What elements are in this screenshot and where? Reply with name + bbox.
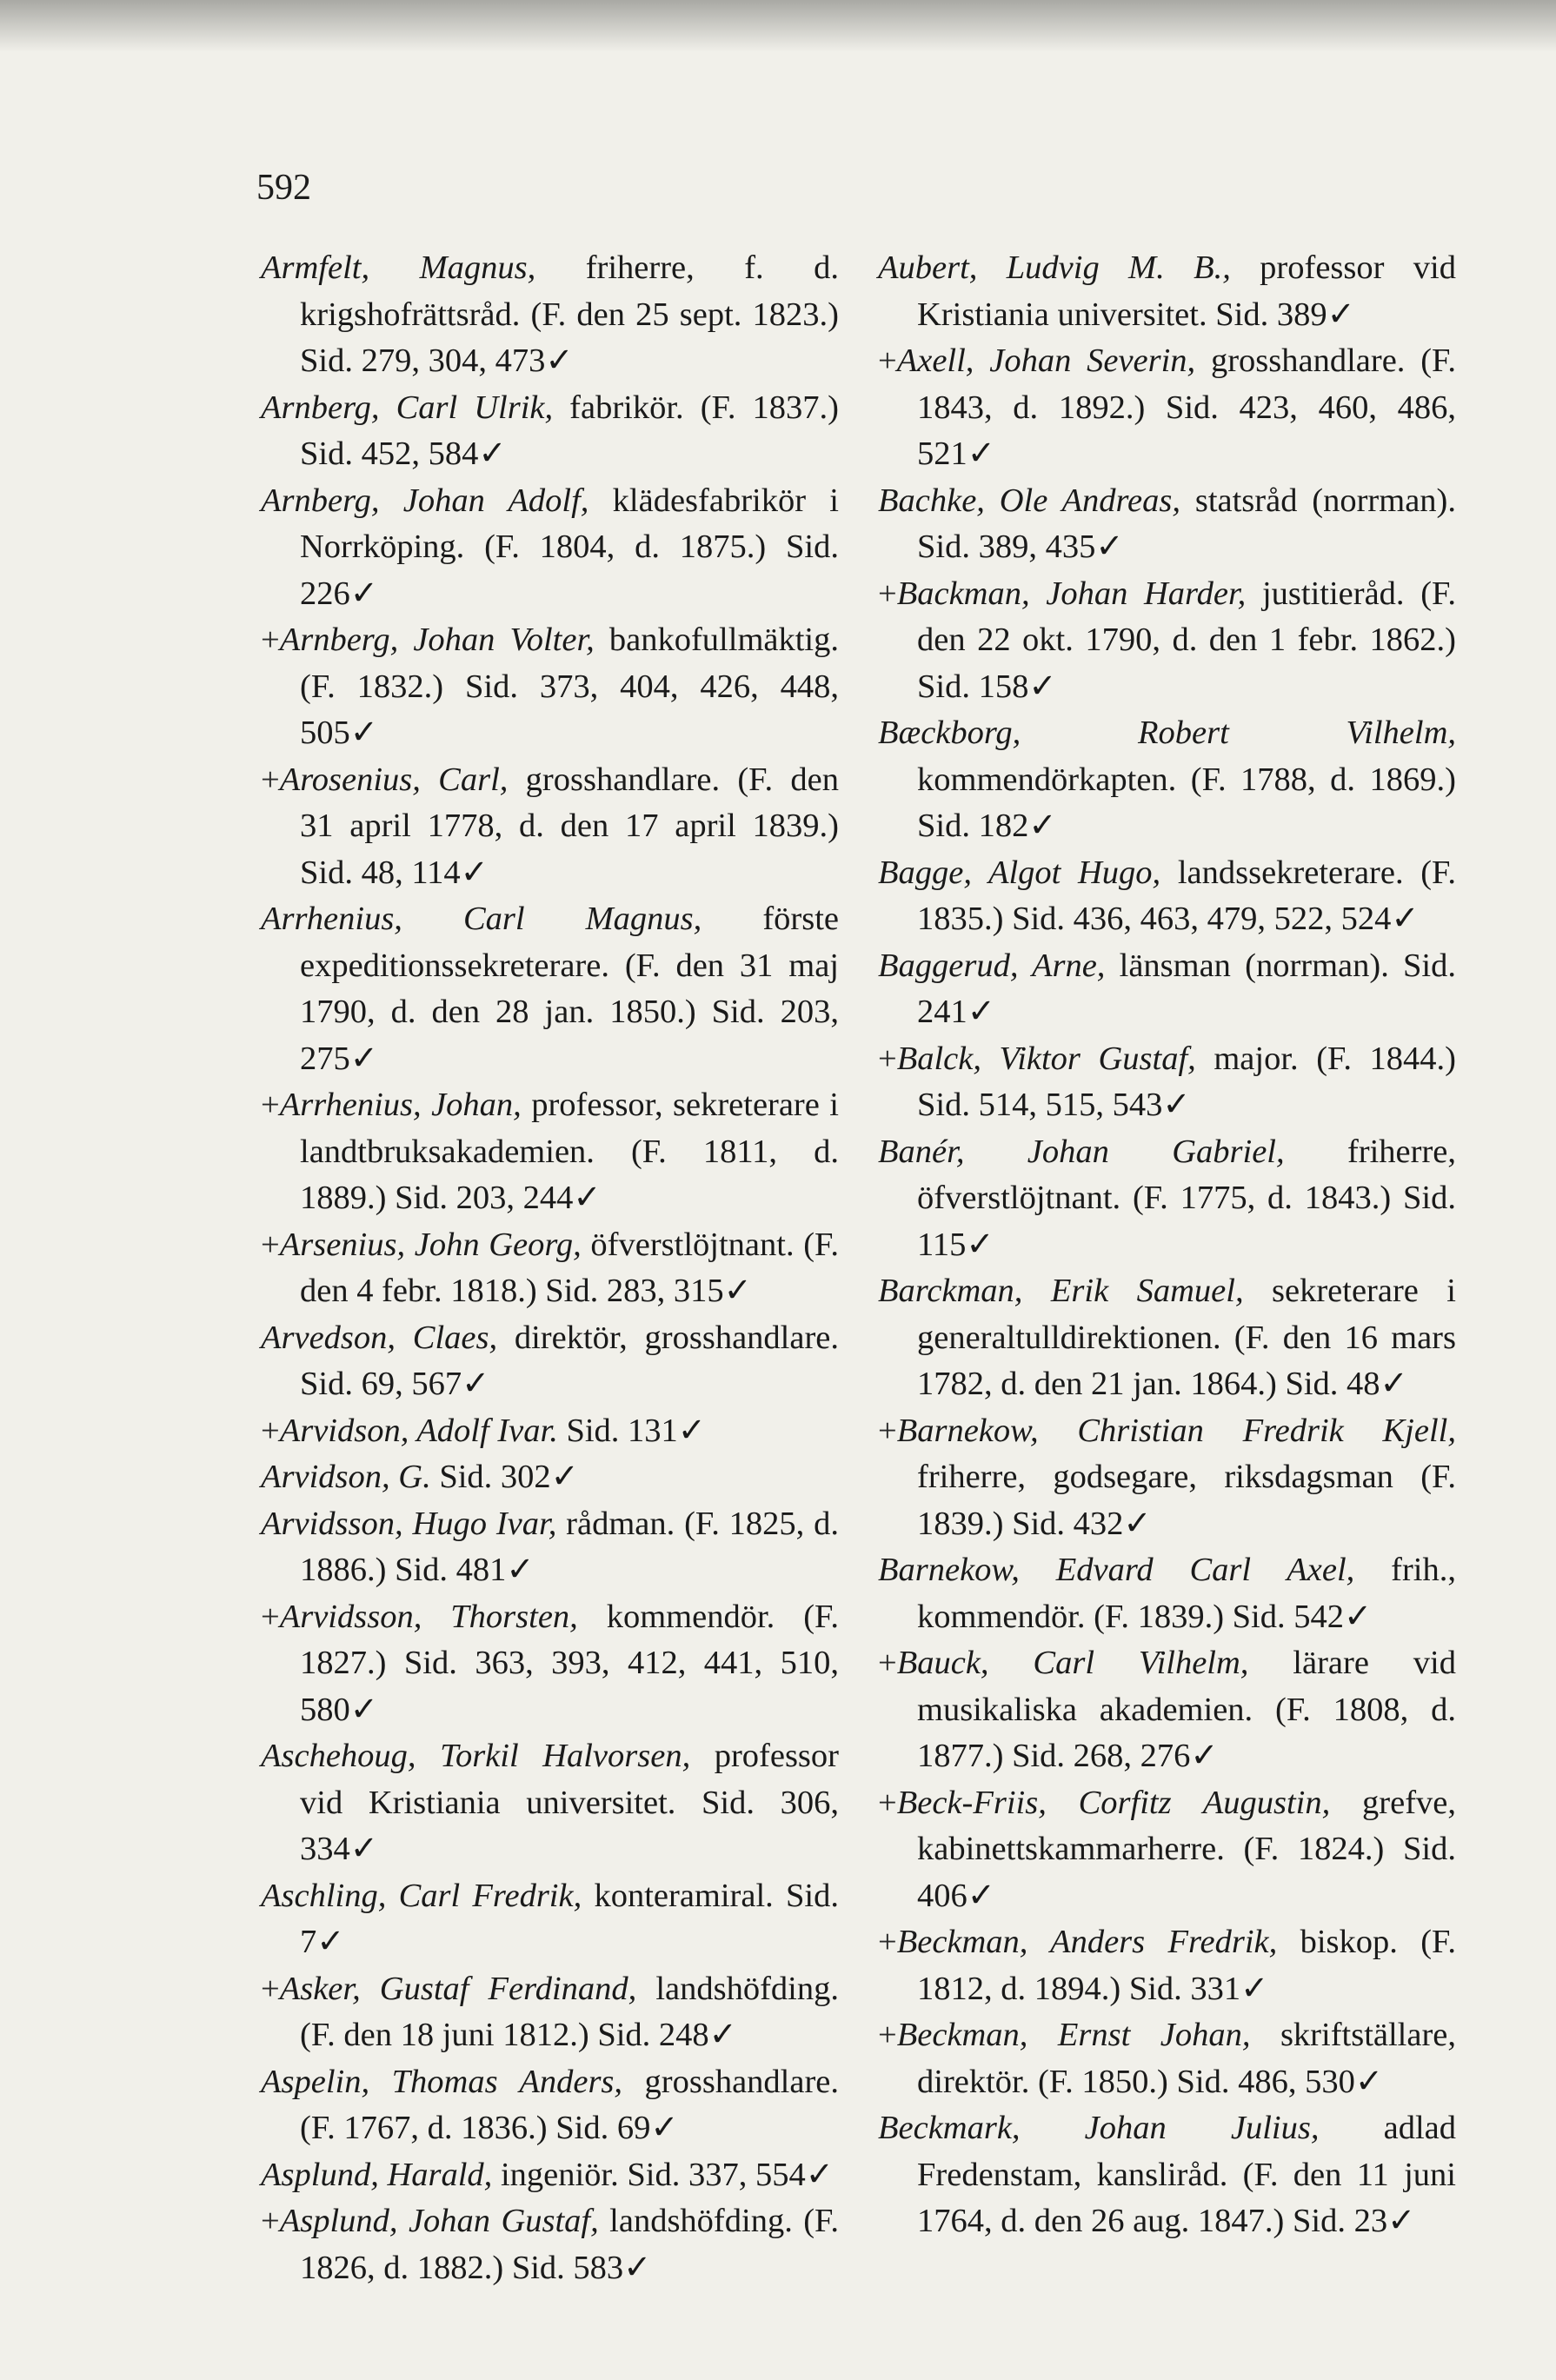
entry-name: Beckmark, Johan Julius, xyxy=(878,2110,1320,2146)
entry-mark: + xyxy=(878,1924,897,1960)
index-entry xyxy=(878,571,1456,711)
index-entry xyxy=(878,1036,1456,1129)
entry-name: Arosenius, Carl, xyxy=(279,761,509,798)
index-entry xyxy=(261,2059,839,2152)
entry-details: grosshandlare. (F. 1843, d. 1892.) Sid. 423, 460, 486, 521✓ xyxy=(917,342,1456,472)
entry-name: Arnberg, Johan Adolf, xyxy=(261,482,589,519)
entry-name: Aspelin, Thomas Anders, xyxy=(261,2063,623,2100)
entry-details: bankofullmäktig. (F. 1832.) Sid. 373, 404, 426, 448, 505✓ xyxy=(300,622,839,751)
entry-name: Arrhenius, Johan, xyxy=(279,1087,522,1123)
index-entry xyxy=(261,478,839,618)
index-entry xyxy=(261,2152,839,2199)
index-entry xyxy=(261,1966,839,2059)
index-entry xyxy=(878,2012,1456,2105)
index-entry xyxy=(261,2198,839,2291)
index-entry xyxy=(878,1547,1456,1640)
index-entry xyxy=(878,1408,1456,1548)
index-entry xyxy=(261,1454,839,1501)
entry-details: professor, sekreterare i landtbruksakademien. (F. 1811, d. 1889.) Sid. 203, 244✓ xyxy=(300,1087,839,1216)
entry-mark: + xyxy=(261,1412,280,1449)
entry-details: fabrikör. (F. 1837.) Sid. 452, 584✓ xyxy=(300,389,839,472)
entry-mark: + xyxy=(878,1645,897,1681)
entry-name: Arvidson, G. xyxy=(261,1459,431,1495)
entry-details: landshöfding. (F. 1826, d. 1882.) Sid. 583✓ xyxy=(300,2203,839,2286)
entry-details: friherre, godsegare, riksdagsman (F. 1839.) Sid. 432✓ xyxy=(917,1459,1456,1542)
entry-name: Beckman, Anders Fredrik, xyxy=(896,1924,1278,1960)
entry-name: Beck-Friis, Corfitz Augustin, xyxy=(896,1784,1331,1821)
entry-mark: + xyxy=(261,1970,280,2007)
entry-details: professor vid Kristiania universitet. Sid. 389✓ xyxy=(917,249,1456,333)
entry-name: Backman, Johan Harder, xyxy=(896,575,1247,612)
scan-shadow xyxy=(0,0,1556,52)
index-entry xyxy=(878,1129,1456,1269)
entry-name: Bæckborg, Robert Vilhelm, xyxy=(878,715,1456,751)
entry-name: Barnekow, Christian Fredrik Kjell, xyxy=(896,1412,1456,1449)
index-entry xyxy=(878,1780,1456,1920)
entry-mark: + xyxy=(261,1226,280,1263)
entry-details: grosshandlare. (F. den 31 april 1778, d. den 17 april 1839.) Sid. 48, 114✓ xyxy=(300,761,839,891)
entry-name: Bagge, Algot Hugo, xyxy=(878,854,1161,891)
index-entry xyxy=(878,1640,1456,1780)
entry-mark: + xyxy=(878,575,897,612)
entry-details: förste expeditionssekreterare. (F. den 31 maj 1790, d. den 28 jan. 1850.) Sid. 203, 275✓ xyxy=(300,901,839,1077)
entry-name: Asker, Gustaf Ferdinand, xyxy=(279,1970,637,2007)
entry-details: biskop. (F. 1812, d. 1894.) Sid. 331✓ xyxy=(917,1924,1456,2007)
entry-name: Asplund, Harald, xyxy=(261,2156,493,2193)
entry-details: kommendör. (F. 1827.) Sid. 363, 393, 412, 441, 510, 580✓ xyxy=(300,1598,839,1728)
entry-name: Armfelt, Magnus, xyxy=(261,249,536,286)
entry-details: justitieråd. (F. den 22 okt. 1790, d. den 1 febr. 1862.) Sid. 158✓ xyxy=(917,575,1456,705)
entry-mark: + xyxy=(261,761,280,798)
index-entry xyxy=(878,1919,1456,2012)
entry-name: Baggerud, Arne, xyxy=(878,947,1106,984)
entry-name: Arvedson, Claes, xyxy=(261,1319,498,1356)
entry-details: direktör, grosshandlare. Sid. 69, 567✓ xyxy=(300,1319,839,1402)
index-entry xyxy=(261,1408,839,1455)
entry-details: grosshandlare. (F. 1767, d. 1836.) Sid. 69✓ xyxy=(300,2063,839,2146)
entry-details: lärare vid musikaliska akademien. (F. 1808, d. 1877.) Sid. 268, 276✓ xyxy=(917,1645,1456,1774)
index-entry xyxy=(878,478,1456,571)
entry-mark: + xyxy=(261,622,280,658)
entry-mark: + xyxy=(878,1412,897,1449)
entry-details: sekreterare i generaltulldirektionen. (F. den 16 mars 1782, d. den 21 jan. 1864.) Sid. 48✓ xyxy=(917,1273,1456,1402)
entry-details: ingeniör. Sid. 337, 554✓ xyxy=(492,2156,834,2193)
entry-name: Arvidson, Adolf Ivar. xyxy=(279,1412,558,1449)
index-entry xyxy=(878,1268,1456,1408)
entry-details: klädesfabrikör i Norrköping. (F. 1804, d. 1875.) Sid. 226✓ xyxy=(300,482,839,612)
entry-details: Sid. 131✓ xyxy=(557,1412,707,1449)
entry-name: Bachke, Ole Andreas, xyxy=(878,482,1180,519)
entry-name: Asplund, Johan Gustaf, xyxy=(279,2203,599,2239)
index-entry xyxy=(261,1315,839,1408)
index-entry xyxy=(261,757,839,897)
entry-details: friherre, f. d. krigshofrättsråd. (F. den 25 sept. 1823.) Sid. 279, 304, 473✓ xyxy=(300,249,839,379)
entry-name: Arsenius, John Georg, xyxy=(279,1226,582,1263)
entry-name: Arvidsson, Hugo Ivar, xyxy=(261,1505,557,1542)
index-column-right xyxy=(878,245,1456,2245)
entry-name: Arvidsson, Thorsten, xyxy=(279,1598,578,1635)
index-entry xyxy=(878,338,1456,478)
entry-name: Arrhenius, Carl Magnus, xyxy=(261,901,702,937)
entry-details: statsråd (norrman). Sid. 389, 435✓ xyxy=(917,482,1456,565)
index-column-left xyxy=(261,245,839,2291)
entry-details: professor vid Kristiania universitet. Sid. 306, 334✓ xyxy=(300,1738,839,1867)
entry-mark: + xyxy=(878,1784,897,1821)
entry-name: Barnekow, Edvard Carl Axel, xyxy=(878,1552,1355,1588)
entry-details: Sid. 302✓ xyxy=(430,1459,579,1495)
entry-mark: + xyxy=(261,1598,280,1635)
entry-details: öfverstlöjtnant. (F. den 4 febr. 1818.) Sid. 283, 315✓ xyxy=(300,1226,839,1309)
entry-name: Beckman, Ernst Johan, xyxy=(896,2017,1251,2053)
entry-mark: + xyxy=(261,1087,280,1123)
entry-name: Banér, Johan Gabriel, xyxy=(878,1133,1285,1170)
index-entry xyxy=(261,245,839,385)
index-entry xyxy=(261,1082,839,1222)
entry-details: länsman (norrman). Sid. 241✓ xyxy=(917,947,1457,1030)
index-entry xyxy=(261,1873,839,1966)
entry-details: skriftställare, direktör. (F. 1850.) Sid. 486, 530✓ xyxy=(917,2017,1456,2100)
index-entry xyxy=(878,2105,1456,2245)
entry-name: Arnberg, Johan Volter, xyxy=(279,622,595,658)
page-number: 592 xyxy=(256,168,311,208)
index-entry xyxy=(261,617,839,757)
entry-mark: + xyxy=(261,2203,280,2239)
entry-details: adlad Fredenstam, kansliråd. (F. den 11 juni 1764, d. den 26 aug. 1847.) Sid. 23✓ xyxy=(917,2110,1456,2239)
entry-details: kommendörkapten. (F. 1788, d. 1869.) Sid. 182✓ xyxy=(917,761,1456,844)
entry-details: friherre, öfverstlöjtnant. (F. 1775, d. 1843.) Sid. 115✓ xyxy=(917,1133,1456,1263)
entry-mark: + xyxy=(878,2017,897,2053)
entry-details: landssekreterare. (F. 1835.) Sid. 436, 463, 479, 522, 524✓ xyxy=(917,854,1456,937)
entry-name: Bauck, Carl Vilhelm, xyxy=(896,1645,1249,1681)
entry-mark: + xyxy=(878,342,897,379)
entry-details: frih., kommendör. (F. 1839.) Sid. 542✓ xyxy=(917,1552,1456,1635)
entry-details: landshöfding. (F. den 18 juni 1812.) Sid. 248✓ xyxy=(300,1970,839,2053)
entry-mark: + xyxy=(878,1040,897,1077)
entry-name: Aschehoug, Torkil Halvorsen, xyxy=(261,1738,691,1774)
index-entry xyxy=(878,943,1456,1036)
index-entry xyxy=(878,850,1456,943)
index-entry xyxy=(261,1501,839,1594)
entry-name: Aubert, Ludvig M. B., xyxy=(878,249,1231,286)
entry-name: Aschling, Carl Fredrik, xyxy=(261,1877,582,1914)
entry-details: major. (F. 1844.) Sid. 514, 515, 543✓ xyxy=(917,1040,1456,1123)
entry-name: Arnberg, Carl Ulrik, xyxy=(261,389,554,426)
index-entry xyxy=(878,245,1456,338)
index-entry xyxy=(261,1733,839,1873)
index-entry xyxy=(261,896,839,1082)
entry-name: Barckman, Erik Samuel, xyxy=(878,1273,1244,1309)
entry-name: Axell, Johan Severin, xyxy=(896,342,1196,379)
index-entry xyxy=(261,385,839,478)
index-entry xyxy=(261,1222,839,1315)
entry-name: Balck, Viktor Gustaf, xyxy=(896,1040,1196,1077)
index-entry xyxy=(878,710,1456,850)
entry-details: grefve, kabinettskammarherre. (F. 1824.) Sid. 406✓ xyxy=(917,1784,1456,1914)
entry-details: konteramiral. Sid. 7✓ xyxy=(300,1877,839,1960)
index-entry xyxy=(261,1594,839,1734)
entry-details: rådman. (F. 1825, d. 1886.) Sid. 481✓ xyxy=(300,1505,839,1588)
